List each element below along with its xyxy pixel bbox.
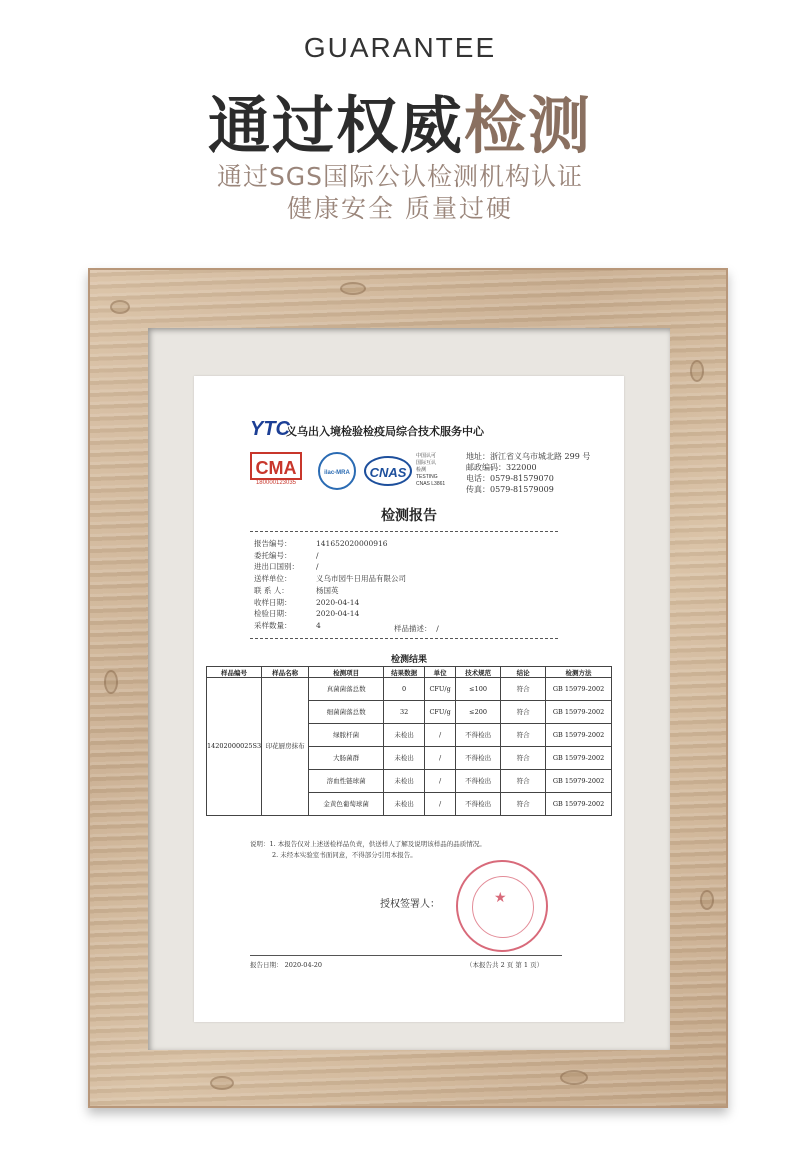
info-row	[254, 608, 406, 620]
method-cell: GB 15979-2002	[546, 747, 612, 770]
wood-knot	[560, 1070, 588, 1085]
info-row	[254, 585, 406, 597]
wood-knot	[104, 670, 118, 694]
unit-cell: /	[425, 724, 456, 747]
signatory-label: 授权签署人：	[380, 899, 440, 910]
item-cell: 大肠菌群	[309, 747, 384, 770]
info-value: 杨国英	[316, 585, 339, 595]
wood-knot	[340, 282, 366, 295]
info-key: 委托编号：	[254, 550, 292, 560]
spec-cell: ≤200	[456, 701, 501, 724]
postal-code: 邮政编码：322000	[466, 463, 537, 472]
spec-cell: 不得检出	[456, 724, 501, 747]
info-value: 4	[316, 620, 321, 630]
method-cell: GB 15979-2002	[546, 701, 612, 724]
item-cell: 金黄色葡萄球菌	[309, 793, 384, 816]
table-header: 样品名称	[262, 667, 309, 678]
info-row	[254, 597, 406, 609]
eyebrow-text: GUARANTEE	[303, 32, 497, 63]
official-seal-stamp	[456, 860, 548, 952]
report-date: 报告日期： 2020-04-20	[250, 961, 323, 969]
cnas-line: 检测	[416, 467, 427, 473]
table-header: 检测方法	[546, 667, 612, 678]
page-info: （本报告共 2 页 第 1 页）	[466, 961, 544, 969]
sample-desc-label: 样品描述：	[394, 624, 432, 633]
spec-cell: ≤100	[456, 678, 501, 701]
note-line: 说明：1. 本报告仅对上述送检样品负责，供送样人了解及说明该样品的品质情况。	[250, 840, 486, 848]
item-cell: 真菌菌落总数	[309, 678, 384, 701]
cnas-accreditation-text	[416, 453, 445, 488]
info-row	[254, 550, 406, 562]
organization-name: 义乌出入境检验检疫局综合技术服务中心	[286, 425, 484, 438]
fax: 传真：0579-81579009	[466, 485, 554, 494]
info-row	[254, 538, 406, 550]
sample-name-cell: 印花厨房抹布	[262, 678, 309, 816]
info-key: 联 系 人：	[254, 585, 289, 595]
info-value: 2020-04-14	[316, 597, 360, 607]
result-cell: 未检出	[384, 770, 425, 793]
table-header: 结果数据	[384, 667, 425, 678]
divider	[250, 638, 558, 639]
conclusion-cell: 符合	[501, 724, 546, 747]
info-row	[254, 620, 406, 632]
headline-part1: 通过权威	[207, 89, 464, 162]
note-line: 2. 未经本实验室书面同意，不得部分引用本报告。	[272, 851, 417, 859]
unit-cell: CFU/g	[425, 701, 456, 724]
subline-1: 通过SGS国际公认检测机构认证	[216, 162, 584, 191]
cnas-line: TESTING	[416, 474, 438, 480]
unit-cell: /	[425, 770, 456, 793]
seal-star-icon: ★	[494, 890, 507, 906]
report-title: 检测报告	[381, 508, 437, 524]
cma-mark: CMA	[250, 452, 302, 480]
spec-cell: 不得检出	[456, 770, 501, 793]
wood-knot	[210, 1076, 234, 1090]
spec-cell: 不得检出	[456, 747, 501, 770]
footer-divider	[250, 955, 562, 956]
ytc-logo: YTC	[250, 418, 290, 440]
subline-2: 健康安全 质量过硬	[287, 194, 513, 223]
phone: 电话：0579-81579070	[466, 474, 554, 483]
result-cell: 0	[384, 678, 425, 701]
table-header: 技术规范	[456, 667, 501, 678]
info-key: 采样数量：	[254, 620, 292, 630]
info-key: 检验日期：	[254, 609, 292, 619]
wooden-picture-frame	[88, 268, 728, 1108]
ilac-mra-logo: ilac-MRA	[318, 452, 356, 490]
info-value: 义乌市园牛日用品有限公司	[316, 574, 406, 584]
wood-knot	[690, 360, 704, 382]
sample-desc-value: /	[436, 624, 439, 633]
sample-id-cell: 14202000025S3	[207, 678, 262, 816]
cnas-line: CNAS L3861	[416, 481, 446, 487]
unit-cell: CFU/g	[425, 678, 456, 701]
result-cell: 未检出	[384, 724, 425, 747]
table-header: 样品编号	[207, 667, 262, 678]
conclusion-cell: 符合	[501, 747, 546, 770]
test-report-document	[194, 376, 624, 1022]
result-cell: 未检出	[384, 793, 425, 816]
info-value: 141652020000916	[316, 539, 388, 548]
unit-cell: /	[425, 793, 456, 816]
item-cell: 溶血性链球菌	[309, 770, 384, 793]
result-cell: 未检出	[384, 747, 425, 770]
conclusion-cell: 符合	[501, 793, 546, 816]
frame-mat	[148, 328, 670, 1050]
address: 地址：浙江省义乌市城北路 299 号	[466, 452, 591, 461]
spec-cell: 不得检出	[456, 793, 501, 816]
table-header: 单位	[425, 667, 456, 678]
info-value: 2020-04-14	[316, 609, 360, 619]
conclusion-cell: 符合	[501, 678, 546, 701]
report-notes	[250, 839, 486, 861]
method-cell: GB 15979-2002	[546, 770, 612, 793]
headline	[0, 76, 800, 165]
cnas-line: 中国认可	[416, 453, 437, 459]
info-key: 报告编号：	[254, 539, 292, 548]
report-info	[254, 538, 406, 632]
seal-inner-ring	[472, 876, 534, 938]
info-value: /	[316, 550, 319, 560]
info-key: 送样单位：	[254, 574, 292, 584]
results-title: 检测结果	[390, 655, 427, 665]
table-row	[207, 678, 612, 701]
info-row	[254, 561, 406, 573]
method-cell: GB 15979-2002	[546, 793, 612, 816]
info-key: 进出口国别：	[254, 562, 299, 572]
cma-logo	[250, 452, 302, 492]
info-row	[254, 573, 406, 585]
contact-info	[466, 451, 590, 495]
divider	[250, 531, 558, 532]
method-cell: GB 15979-2002	[546, 724, 612, 747]
wood-knot	[110, 300, 130, 314]
cma-number: 180000123035	[255, 480, 297, 486]
table-header: 结论	[501, 667, 546, 678]
conclusion-cell: 符合	[501, 701, 546, 724]
results-table	[206, 666, 612, 816]
table-header-row	[207, 667, 612, 678]
sample-description	[394, 623, 439, 634]
result-cell: 32	[384, 701, 425, 724]
item-cell: 绿脓杆菌	[309, 724, 384, 747]
info-key: 收样日期：	[254, 597, 292, 607]
method-cell: GB 15979-2002	[546, 678, 612, 701]
wood-knot	[700, 890, 714, 910]
cnas-logo: CNAS	[364, 456, 412, 486]
unit-cell: /	[425, 747, 456, 770]
info-value: /	[316, 562, 319, 572]
table-header: 检测项目	[309, 667, 384, 678]
cnas-line: 国际互认	[416, 460, 437, 466]
conclusion-cell: 符合	[501, 770, 546, 793]
item-cell: 细菌菌落总数	[309, 701, 384, 724]
headline-part2: 检测	[464, 89, 593, 162]
